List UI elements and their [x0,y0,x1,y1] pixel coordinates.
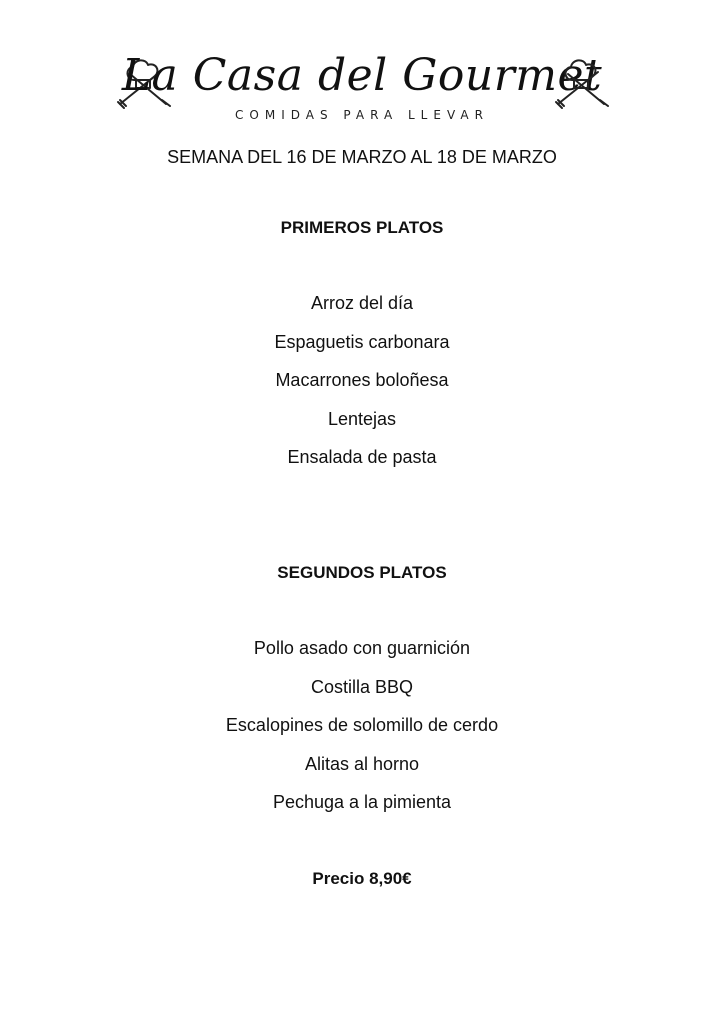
dish-item: Lentejas [327,408,397,429]
dish-item: Macarrones boloñesa [275,370,449,390]
dish-item: Pollo asado con guarnición [253,638,471,658]
brand-subtitle: COMIDAS PARA LLEVAR [235,108,489,122]
dish-item: Alitas al horno [304,753,420,774]
page-header [0,44,724,134]
week-dates: SEMANA DEL 16 DE MARZO AL 18 DE MARZO [167,147,557,167]
dish-item: Arroz del día [310,293,414,313]
dish-item: Costilla BBQ [310,676,414,697]
segundos-dish-list [0,635,724,828]
dish-item: Escalopines de solomillo de cerdo [225,715,499,735]
chef-hat-crossed-utensils-icon [550,52,612,112]
dish-item: Espaguetis carbonara [274,331,450,352]
menu-price: Precio 8,90€ [312,869,412,888]
dish-item: Ensalada de pasta [287,447,437,467]
dish-item: Pechuga a la pimienta [272,792,452,812]
section-title-segundos: SEGUNDOS PLATOS [277,563,447,582]
primeros-dish-list [0,290,724,483]
section-title-primeros: PRIMEROS PLATOS [280,218,444,237]
brand-title: La Casa del Gourmet [121,50,603,101]
